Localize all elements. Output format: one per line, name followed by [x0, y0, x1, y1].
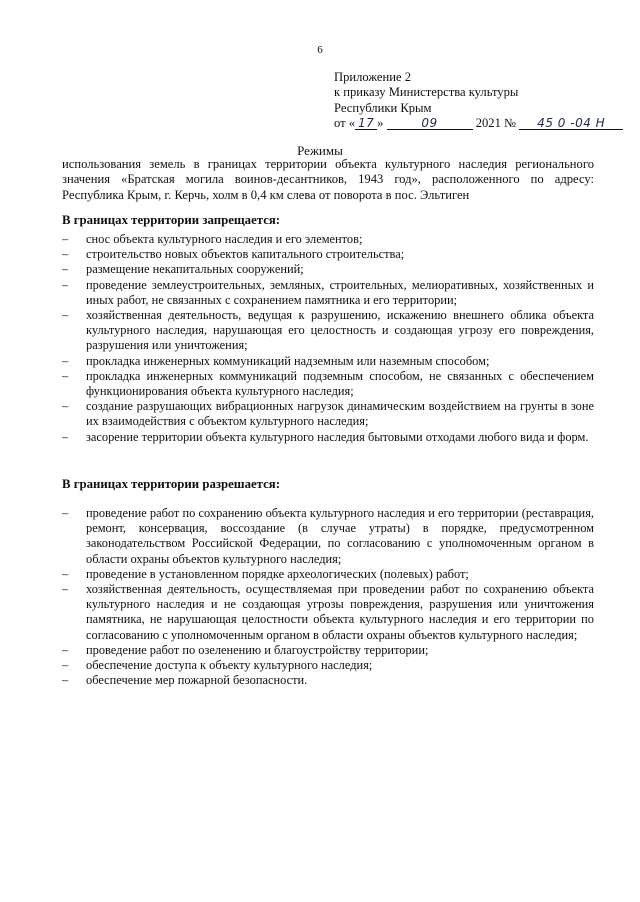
- list-item-text: размещение некапитальных сооружений;: [86, 262, 304, 277]
- list-item: [62, 582, 594, 643]
- document-intro: использования земель в границах территории объекта культурного наследия регионального значения «Братская могила воинов-десантников, 1943 год», расположенного по адресу: Республика Крым, г. Керчь, холм в 0,4 км слева от поворота в пос. Эльтиген: [62, 157, 594, 202]
- dash-marker: –: [62, 399, 69, 414]
- list-item-text: создание разрушающих вибрационных нагрузок динамическим воздействием на грунты в зоне их взаимодействия с объектом культурного наследия;: [86, 399, 594, 429]
- prohibited-heading: В границах территории запрещается:: [62, 213, 281, 227]
- list-item: [62, 369, 594, 399]
- list-item-text: прокладка инженерных коммуникаций подземным способом, не связанных с обеспечением функционирования объекта культурного наследия;: [86, 368, 594, 399]
- list-item-text: проведение в установленном порядке археологических (полевых) работ;: [86, 566, 469, 581]
- annex-line-1: Приложение 2: [334, 70, 412, 84]
- list-item: [62, 399, 594, 429]
- list-item-text: снос объекта культурного наследия и его элементов;: [86, 232, 363, 246]
- list-item-text: обеспечение мер пожарной безопасности.: [86, 673, 308, 688]
- dash-marker: –: [62, 277, 69, 292]
- document-title: Режимы: [297, 143, 343, 158]
- date-day-handwritten: 17: [357, 115, 375, 130]
- list-item: [62, 658, 594, 673]
- annex-date-line: [334, 116, 624, 131]
- list-item: [62, 262, 594, 277]
- dash-marker: –: [62, 566, 69, 581]
- allowed-heading: В границах территории разрешается:: [62, 477, 280, 491]
- date-day-close: »: [377, 115, 384, 130]
- dash-marker: –: [62, 232, 69, 246]
- list-item: [62, 232, 594, 247]
- dash-marker: –: [62, 429, 69, 444]
- annex-line-3: Республики Крым: [334, 100, 432, 115]
- dash-marker: –: [62, 658, 69, 673]
- dash-marker: –: [62, 582, 69, 597]
- dash-marker: –: [62, 353, 69, 368]
- list-item-text: засорение территории объекта культурного наследия бытовыми отходами любого вида и форм.: [86, 429, 589, 444]
- dash-marker: –: [62, 506, 69, 520]
- list-item-text: строительство новых объектов капитального строительства;: [86, 247, 405, 262]
- list-item-text: проведение работ по озеленению и благоустройству территории;: [86, 642, 429, 657]
- list-item: [62, 567, 594, 582]
- list-item: [62, 278, 594, 308]
- dash-marker: –: [62, 262, 69, 277]
- list-item-text: хозяйственная деятельность, ведущая к разрушению, искажению внешнего облика объекта культурного наследия, нарушающая его целостность и создающая угрозу его повреждения, разрушения или уничтожения;: [86, 308, 594, 353]
- annex-line-2: к приказу Министерства культуры: [334, 85, 519, 100]
- list-item-text: проведение работ по сохранению объекта культурного наследия и его территории (реставрация, ремонт, консервация, воссоздание (в случае утраты) в порядке, предусмотренном законодательством Российской Федерации, по согласованию с уполномоченным органом в области охраны объектов культурного наследия;: [86, 506, 594, 566]
- prohibited-list: [62, 232, 594, 445]
- dash-marker: –: [62, 308, 69, 323]
- list-item-text: прокладка инженерных коммуникаций надземным или наземным способом;: [86, 353, 490, 368]
- list-item: [62, 506, 594, 567]
- dash-marker: –: [62, 642, 69, 657]
- annex-header: [334, 70, 624, 131]
- list-item: [62, 673, 594, 688]
- list-item: [62, 308, 594, 354]
- list-item-text: хозяйственная деятельность, осуществляемая при проведении работ по сохранению объекта культурного наследия и не создающая угрозы повреждения, разрушения или уничтожения памятника, не нарушающая целостности объекта культурного наследия и его территории по согласованию с уполномоченным органом в области охраны объектов культурного наследия;: [86, 582, 594, 642]
- list-item: [62, 354, 594, 369]
- list-item: [62, 430, 594, 445]
- order-number-handwritten: 45 0 -04 Н: [537, 115, 606, 130]
- dash-marker: –: [62, 247, 69, 262]
- dash-marker: –: [62, 673, 69, 688]
- dash-marker: –: [62, 368, 69, 383]
- order-number-field: [519, 117, 623, 130]
- allowed-list: [62, 506, 594, 688]
- year-number-label: 2021 №: [475, 115, 517, 130]
- date-day-field: [355, 117, 377, 130]
- date-month-handwritten: 09: [421, 115, 438, 130]
- list-item-text: обеспечение доступа к объекту культурного наследия;: [86, 658, 373, 673]
- list-item: [62, 247, 594, 262]
- list-item: [62, 643, 594, 658]
- list-item-text: проведение землеустроительных, земляных, строительных, мелиоративных, хозяйственных и иных работ, не связанных с сохранением памятника и его территории;: [86, 277, 594, 307]
- date-prefix: от «: [334, 115, 356, 130]
- page-number: 6: [317, 44, 323, 56]
- date-month-field: [387, 117, 473, 130]
